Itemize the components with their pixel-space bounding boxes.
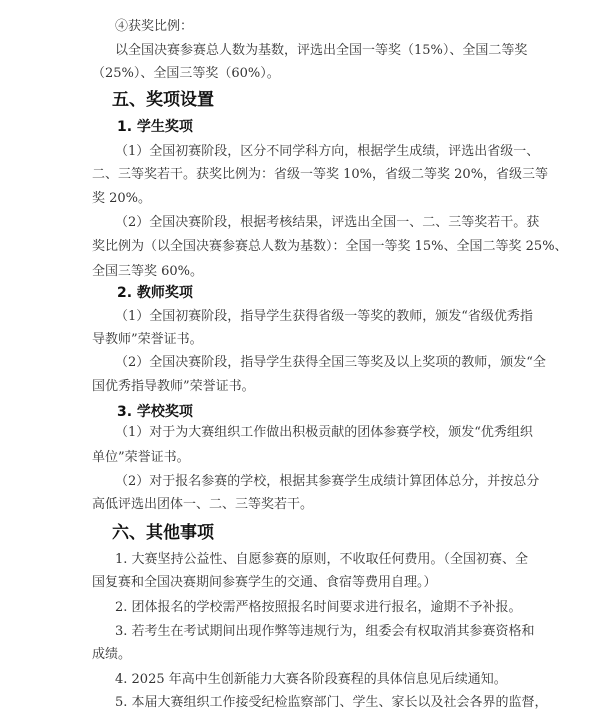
- paragraph-line: （1）对于为大赛组织工作做出积极贡献的团体参赛学校，颁发“优秀组织: [115, 425, 533, 440]
- list-item: 5. 本届大赛组织工作接受纪检监察部门、学生、家长以及社会各界的监督，: [115, 695, 548, 710]
- list-item-continuation: 国复赛和全国决赛期间参赛学生的交通、食宿等费用自理。）: [92, 575, 437, 590]
- paragraph-line: 全国三等奖 60%。: [92, 264, 204, 279]
- list-item: 1. 大赛坚持公益性、自愿参赛的原则，不收取任何费用。（全国初赛、全: [115, 552, 529, 567]
- paragraph-line: 导教师”荣誉证书。: [92, 332, 203, 347]
- section-heading: 六、其他事项: [112, 523, 214, 543]
- list-item: 2. 团体报名的学校需严格按照报名时间要求进行报名，逾期不予补报。: [115, 600, 522, 615]
- paragraph-line: （2）全国决赛阶段，指导学生获得全国三等奖及以上奖项的教师，颁发“全: [115, 355, 546, 370]
- subsection-heading: 3. 学校奖项: [117, 404, 193, 420]
- paragraph-line: （2）全国决赛阶段，根据考核结果，评选出全国一、二、三等奖若干。获: [115, 215, 540, 230]
- list-item-continuation: 成绩。: [92, 647, 132, 662]
- paragraph-line: 奖 20%。: [92, 191, 152, 206]
- list-item: 4. 2025 年高中生创新能力大赛各阶段赛程的具体信息见后续通知。: [115, 672, 507, 687]
- list-item: 3. 若考生在考试期间出现作弊等违规行为，组委会有权取消其参赛资格和: [115, 624, 535, 639]
- paragraph-line: （1）全国初赛阶段，区分不同学科方向，根据学生成绩，评选出省级一、: [115, 144, 540, 159]
- paragraph-line: 单位”荣誉证书。: [92, 450, 190, 465]
- award-ratio-label: ④获奖比例：: [115, 19, 194, 34]
- paragraph-line: 奖比例为（以全国决赛参赛总人数为基数）：全国一等奖 15%、全国二等奖 25%、: [92, 239, 568, 254]
- paragraph-line: （2）对于报名参赛的学校，根据其参赛学生成绩计算团体总分，并按总分: [115, 474, 540, 489]
- section-heading: 五、奖项设置: [112, 90, 214, 110]
- paragraph-line: （25%）、全国三等奖（60%）。: [92, 66, 280, 81]
- paragraph-line: （1）全国初赛阶段，指导学生获得省级一等奖的教师，颁发“省级优秀指: [115, 309, 533, 324]
- paragraph-line: 二、三等奖若干。获奖比例为：省级一等奖 10%，省级二等奖 20%，省级三等: [92, 167, 549, 182]
- paragraph-line: 以全国决赛参赛总人数为基数，评选出全国一等奖（15%）、全国二等奖: [115, 43, 528, 58]
- paragraph-line: 国优秀指导教师”荣誉证书。: [92, 379, 255, 394]
- subsection-heading: 1. 学生奖项: [117, 119, 193, 135]
- subsection-heading: 2. 教师奖项: [117, 285, 193, 301]
- paragraph-line: 高低评选出团体一、二、三等奖若干。: [92, 497, 314, 512]
